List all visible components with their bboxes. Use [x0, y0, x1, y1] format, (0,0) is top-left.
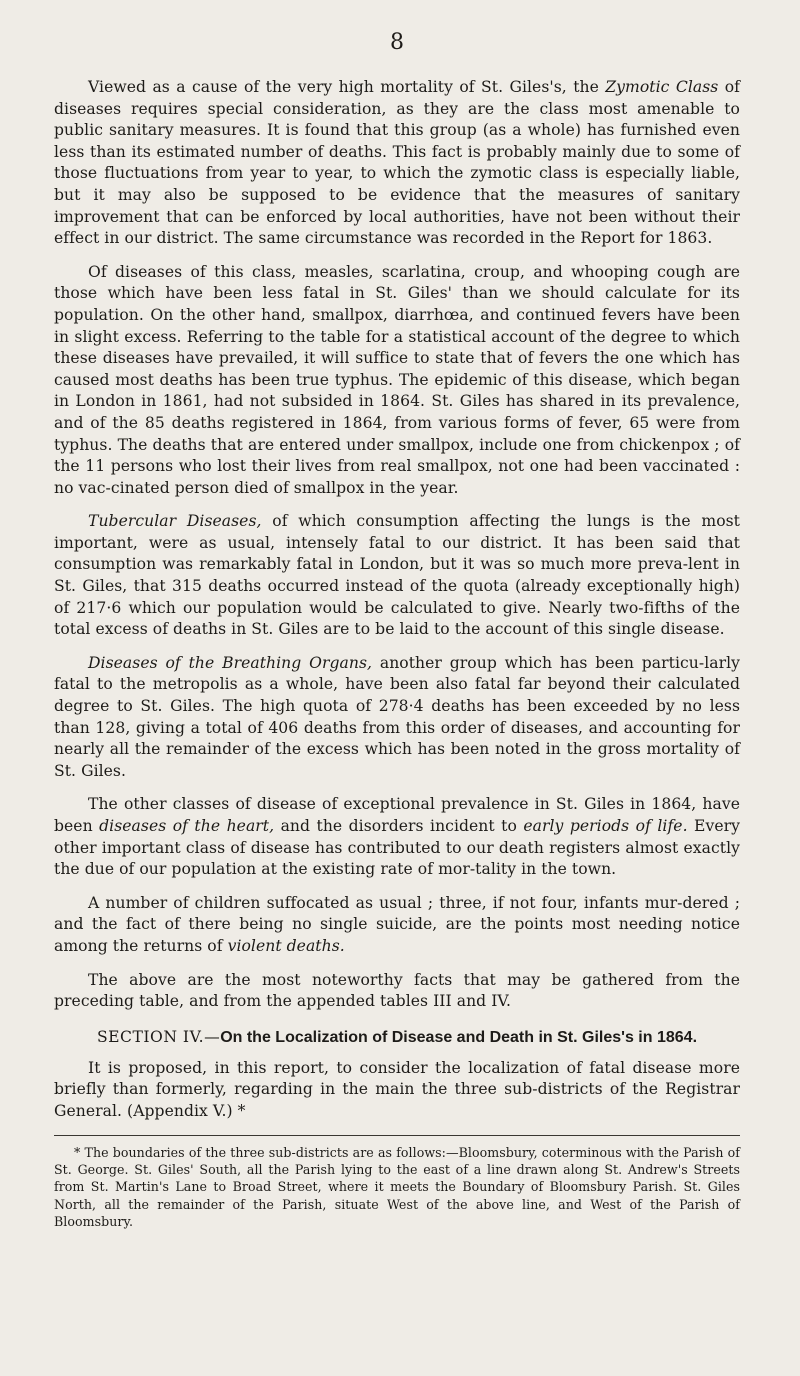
page-number: 8 — [390, 30, 404, 55]
italic-term-heart: diseases of the heart, — [99, 817, 275, 835]
paragraph-breathing-organs — [54, 653, 740, 783]
text: A number of children suffocated as usual ; three, if not four, infants mur-dered ; and the fact of there being no single suicide, are the points most needing notice among the returns of — [54, 893, 740, 955]
footnote-divider — [54, 1135, 740, 1136]
paragraph-other-classes — [54, 794, 740, 880]
section-heading — [54, 1027, 740, 1048]
italic-term-zymotic-class: Zymotic Class — [605, 78, 719, 96]
italic-term-breathing-organs: Diseases of the Breathing Organs, — [88, 653, 373, 672]
section-title: On the Localization of Disease and Death in St. Giles's in 1864. — [220, 1028, 698, 1046]
italic-term-early-life: early periods of life. — [523, 817, 688, 835]
footnote: * The boundaries of the three sub-districts are as follows:—Bloomsbury, coterminous with the Parish of St. George. St. Giles' South, all the Parish lying to the east of a line drawn along St. Andrew's Streets from St. Martin's Lane to Broad Street, where it meets the Boundary of Bloomsbury Parish. St. Giles North, all the remainder of the Parish, situate West of the above line, and West of the Parish of Bloomsbury. — [54, 1144, 740, 1230]
italic-term-violent-deaths: violent deaths. — [227, 936, 345, 955]
paragraph-noteworthy-facts: The above are the most noteworthy facts that may be gathered from the preceding table, and from the appended tables III and IV. — [54, 970, 740, 1011]
paragraph-localization: It is proposed, in this report, to consider the localization of fatal disease more briefly than formerly, regarding in the main the three sub-districts of the Registrar General. (Appendix V.) * — [54, 1058, 740, 1120]
text: of diseases requires special consideration, as they are the class most amenable to public sanitary measures. It is found that this group (as a whole) has furnished even less than its estimated number of deaths. This fact is probably mainly due to some of those fluctuations from year to year, to which the zymotic class is especially liable, but it may also be supposed to be evidence that the measures of sanitary improvement that can be enforced by local authorities, have not been without their effect in our district. The same circumstance was recorded in the Report for 1863. — [54, 78, 740, 248]
section-label: SECTION IV.— — [96, 1027, 221, 1046]
text: another group which has been particu-larly fatal to the metropolis as a whole, have been also fatal far beyond their calculated degree to St. Giles. The high quota of 278·4 deaths has been exceeded by no less than 128, giving a total of 406 deaths from this order of diseases, and accounting for nearly all the remainder of the excess which has been noted in the gross mortality of St. Giles. — [54, 653, 740, 780]
paragraph-fevers: Of diseases of this class, measles, scarlatina, croup, and whooping cough are those which have been less fatal in St. Giles' than we should calculate for its population. On the other hand, smallpox, diarrhœa, and continued fevers have been in slight excess. Referring to the table for a statistical account of the degree to which these diseases have prevailed, it will suffice to state that of fevers the one which has caused most deaths has been true typhus. The epidemic of this disease, which began in London in 1861, had not subsided in 1864. St. Giles has shared in its prevalence, and of the 85 deaths registered in 1864, from various forms of fever, 65 were from typhus. The deaths that are entered under smallpox, include one from chickenpox ; of the 11 persons who lost their lives from real smallpox, not one had been vaccinated : no vac-cinated person died of smallpox in the year. — [54, 262, 740, 497]
text: The other classes of disease of exceptional prevalence in St. Giles in 1864, have been — [54, 795, 740, 835]
text: and the disorders incident to — [274, 817, 524, 835]
text: Viewed as a cause of the very high mortality of St. Giles's, the — [88, 78, 606, 96]
paragraph-tubercular-diseases — [54, 511, 740, 641]
paragraph-zymotic-class — [54, 77, 740, 250]
italic-term-tubercular-diseases: Tubercular Diseases, — [88, 512, 262, 531]
text: of which consumption affecting the lungs is the most important, were as usual, intensely fatal to our district. It has been said that consumption was remarkably fatal in London, but it was so much more preva-lent in St. Giles, that 315 deaths occurred instead of the quota (already exceptionally high) of 217·6 which our population would be calculated to give. Nearly two-fifths of the total excess of deaths in St. Giles are to be laid to the account of this single disease. — [54, 512, 740, 639]
text: Every other important class of disease has contributed to our death registers almost exactly the due of our population at the existing rate of mor-tality in the town. — [54, 817, 740, 879]
paragraph-violent-deaths — [54, 893, 740, 958]
